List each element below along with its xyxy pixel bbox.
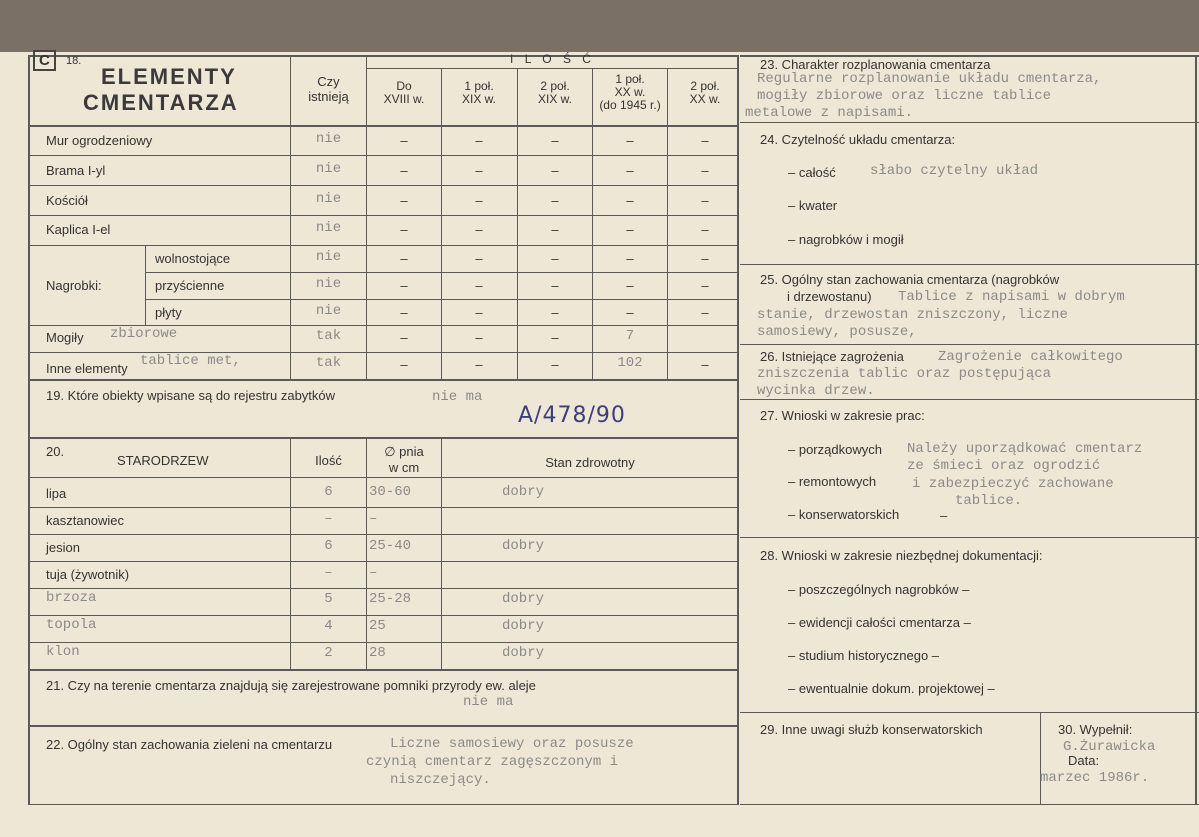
section-24-item-kwater: – kwater	[788, 198, 838, 213]
element-row-period-value: –	[475, 133, 483, 148]
period-header-1	[442, 80, 516, 106]
element-row-period-value: –	[551, 278, 559, 293]
element-row-exists: nie	[315, 276, 342, 292]
element-row-period-value: 102	[617, 355, 643, 371]
element-row-period-value: –	[400, 163, 408, 178]
section-23-typed-2: mogiły zbiorowe oraz liczne tablice	[757, 88, 1052, 104]
tree-health: dobry	[502, 484, 545, 500]
element-row-period-value: –	[551, 163, 559, 178]
register-number-handwritten: A/478/90	[518, 403, 626, 428]
element-row-period-value: –	[400, 330, 408, 345]
element-row-label: Mur ogrodzeniowy	[46, 133, 153, 148]
section-20-number: 20.	[46, 444, 65, 459]
element-row-period-value: –	[701, 133, 709, 148]
element-row-period-value: –	[701, 357, 709, 372]
element-row-extra: tablice met,	[140, 353, 241, 369]
tree-name: lipa	[46, 486, 67, 501]
tree-qty: 5	[324, 591, 333, 607]
section-18-title-line2: CMENTARZA	[83, 90, 239, 115]
date-label: Data:	[1068, 753, 1100, 768]
section-18-number: 18.	[66, 55, 82, 67]
period-header-2-l2: XIX w.	[537, 92, 572, 106]
section-23-typed-1: Regularne rozplanowanie układu cmentarza,	[757, 71, 1102, 87]
period-header-2-l1: 2 poł.	[540, 79, 570, 93]
col-diameter-line2: w cm	[388, 460, 420, 475]
scan-top-border	[0, 0, 1199, 52]
element-row-period-value: –	[475, 305, 483, 320]
element-row-period-value: –	[701, 278, 709, 293]
element-row-label: Kaplica I-el	[46, 222, 111, 237]
period-header-4-l1: 2 poł.	[690, 79, 720, 93]
element-row-exists: nie	[315, 191, 342, 207]
ilosc-header: I L O Ś Ć	[510, 52, 595, 66]
section-21-typed: nie ma	[463, 694, 514, 710]
date-value: marzec 1986r.	[1040, 770, 1150, 786]
period-header-1-l1: 1 poł.	[464, 79, 494, 93]
tree-diam: 25-28	[369, 591, 412, 607]
section-26-typed-3: wycinka drzew.	[757, 383, 875, 399]
element-row-period-value: –	[701, 193, 709, 208]
section-27-typed-4: tablice.	[955, 493, 1023, 509]
tree-qty: 6	[324, 484, 333, 500]
section-28-item-projektowej: – ewentualnie dokum. projektowej –	[788, 681, 995, 696]
period-header-0-l2: XVIII w.	[383, 92, 425, 106]
section-27-typed-1: Należy uporządkować cmentarz	[907, 441, 1143, 457]
element-row-period-value: –	[626, 193, 634, 208]
element-row-period-value: –	[475, 222, 483, 237]
element-row-label: Mogiły	[46, 330, 84, 345]
period-header-3-l1: 1 poł.	[615, 72, 645, 86]
element-row-exists: nie	[315, 220, 342, 236]
element-row-exists: tak	[315, 355, 342, 371]
period-header-0	[367, 80, 441, 106]
filled-by-name: G.Żurawicka	[1063, 739, 1156, 755]
section-23-label: 23. Charakter rozplanowania cmentarza	[760, 57, 991, 72]
period-header-4-l2: XX w.	[689, 92, 721, 106]
tree-qty: 2	[324, 645, 333, 661]
col-exists-line2: istnieją	[308, 89, 349, 104]
element-row-extra: zbiorowe	[110, 326, 178, 342]
element-row-exists: tak	[315, 328, 342, 344]
tree-diam: –	[369, 565, 378, 581]
element-row-period-value: –	[701, 222, 709, 237]
element-row-period-value: –	[475, 357, 483, 372]
element-row-period-value: –	[400, 222, 408, 237]
element-row-period-value: –	[400, 193, 408, 208]
col-exists-header	[291, 74, 366, 104]
section-27-typed-3: i zabezpieczyć zachowane	[912, 476, 1114, 492]
col-qty-header: Ilość	[315, 453, 342, 468]
element-row-period-value: –	[475, 278, 483, 293]
nagrobki-label: Nagrobki:	[46, 278, 102, 293]
element-row-exists: nie	[315, 161, 342, 177]
element-row-period-value: –	[626, 222, 634, 237]
section-27-item-porzadkowych: – porządkowych	[788, 442, 882, 457]
element-row-label: Brama I-yl	[46, 163, 106, 178]
section-22-typed-2: czynią cmentarz zagęszczonym i	[366, 754, 619, 770]
element-row-label: Kościół	[46, 193, 88, 208]
tree-name: jesion	[46, 540, 80, 555]
element-row-period-value: –	[400, 305, 408, 320]
section-27-konserw-dash: –	[940, 508, 948, 523]
element-row-period-value: –	[626, 133, 634, 148]
section-27-item-konserwatorskich: – konserwatorskich	[788, 507, 900, 522]
element-row-period-value: –	[551, 305, 559, 320]
element-row-period-value: –	[626, 305, 634, 320]
element-row-period-value: –	[701, 251, 709, 266]
element-row-label: przyścienne	[155, 278, 225, 293]
section-29-label: 29. Inne uwagi służb konserwatorskich	[760, 722, 983, 737]
section-22-label: 22. Ogólny stan zachowania zieleni na cmentarzu	[46, 737, 333, 752]
period-header-3	[593, 73, 667, 112]
section-22-typed-1: Liczne samosiewy oraz posusze	[390, 736, 634, 752]
corner-mark: C	[33, 50, 56, 71]
element-row-period-value: –	[551, 357, 559, 372]
element-row-period-value: –	[551, 133, 559, 148]
section-19-label: 19. Które obiekty wpisane są do rejestru zabytków	[46, 388, 336, 403]
col-health-header: Stan zdrowotny	[545, 455, 635, 470]
tree-diam: 25-40	[369, 538, 412, 554]
section-20-title: STARODRZEW	[117, 453, 209, 468]
tree-name: kasztanowiec	[46, 513, 125, 528]
section-24-item-calosc: – całość	[788, 165, 836, 180]
section-23-typed-3: metalowe z napisami.	[745, 105, 914, 121]
tree-qty: 6	[324, 538, 333, 554]
section-19-typed: nie ma	[432, 389, 483, 405]
section-18-title-line1: ELEMENTY	[101, 64, 237, 89]
element-row-period-value: –	[701, 163, 709, 178]
element-row-period-value: –	[551, 251, 559, 266]
period-header-2	[518, 80, 592, 106]
period-header-3-l3: (do 1945 r.)	[599, 98, 661, 112]
element-row-period-value: –	[701, 305, 709, 320]
element-row-exists: nie	[315, 131, 342, 147]
element-row-label: Inne elementy	[46, 361, 128, 376]
tree-qty: 4	[324, 618, 333, 634]
tree-health: dobry	[502, 618, 545, 634]
period-header-1-l2: XIX w.	[461, 92, 496, 106]
period-header-4	[668, 80, 742, 106]
col-exists-line1: Czy	[317, 74, 340, 89]
section-28-item-ewidencji: – ewidencji całości cmentarza –	[788, 615, 971, 630]
section-24-item-nagrobkow: – nagrobków i mogił	[788, 232, 904, 247]
element-row-period-value: –	[400, 357, 408, 372]
element-row-period-value: –	[551, 330, 559, 345]
element-row-period-value: –	[475, 193, 483, 208]
section-25-label-1: 25. Ogólny stan zachowania cmentarza (nagrobków	[760, 272, 1060, 287]
element-row-period-value: –	[475, 330, 483, 345]
tree-diam: –	[369, 511, 378, 527]
element-row-period-value: –	[626, 278, 634, 293]
tree-health: dobry	[502, 538, 545, 554]
section-27-item-remontowych: – remontowych	[788, 474, 877, 489]
tree-name: topola	[46, 617, 97, 633]
element-row-period-value: –	[400, 278, 408, 293]
element-row-label: wolnostojące	[155, 251, 231, 266]
element-row-label: płyty	[155, 305, 182, 320]
tree-name: tuja (żywotnik)	[46, 567, 130, 582]
element-row-period-value: –	[475, 163, 483, 178]
element-row-period-value: 7	[625, 328, 635, 344]
element-row-period-value: –	[626, 251, 634, 266]
section-28-item-studium: – studium historycznego –	[788, 648, 940, 663]
section-25-typed-2: stanie, drzewostan zniszczony, liczne	[757, 307, 1068, 323]
tree-name: brzoza	[46, 590, 97, 606]
section-25-typed-3: samosiewy, posusze,	[757, 324, 917, 340]
tree-diam: 25	[369, 618, 386, 634]
section-26-label: 26. Istniejące zagrożenia	[760, 349, 904, 364]
tree-health: dobry	[502, 591, 545, 607]
tree-qty: –	[324, 511, 333, 527]
col-diameter-header	[367, 444, 441, 475]
element-row-period-value: –	[551, 222, 559, 237]
section-27-label: 27. Wnioski w zakresie prac:	[760, 408, 925, 423]
section-27-typed-2: ze śmieci oraz ogrodzić	[907, 458, 1101, 474]
tree-health: dobry	[502, 645, 545, 661]
col-diameter-line1: ∅ pnia	[384, 444, 424, 459]
section-26-typed-2: zniszczenia tablic oraz postępująca	[757, 366, 1052, 382]
section-30-label: 30. Wypełnił:	[1058, 722, 1133, 737]
section-24-typed: słabo czytelny układ	[870, 163, 1039, 179]
tree-diam: 30-60	[369, 484, 412, 500]
element-row-period-value: –	[475, 251, 483, 266]
section-24-label: 24. Czytelność układu cmentarza:	[760, 132, 956, 147]
section-26-typed-1: Zagrożenie całkowitego	[938, 349, 1123, 365]
element-row-period-value: –	[400, 133, 408, 148]
section-22-typed-3: niszczejący.	[390, 772, 491, 788]
tree-diam: 28	[369, 645, 386, 661]
element-row-exists: nie	[315, 303, 342, 319]
form-sheet	[0, 52, 1199, 837]
tree-qty: –	[324, 565, 333, 581]
element-row-exists: nie	[315, 249, 342, 265]
section-28-label: 28. Wnioski w zakresie niezbędnej dokumentacji:	[760, 548, 1043, 563]
period-header-3-l2: XX w.	[614, 85, 646, 99]
element-row-period-value: –	[551, 193, 559, 208]
element-row-period-value: –	[626, 163, 634, 178]
tree-name: klon	[46, 644, 80, 660]
section-25-label-2: i drzewostanu)	[787, 289, 872, 304]
section-21-label: 21. Czy na terenie cmentarza znajdują się zarejestrowane pomniki przyrody ew. aleje	[46, 678, 536, 693]
section-28-item-nagrobkow: – poszczególnych nagrobków –	[788, 582, 970, 597]
period-header-0-l1: Do	[396, 79, 412, 93]
section-25-typed-1: Tablice z napisami w dobrym	[898, 289, 1125, 305]
element-row-period-value: –	[400, 251, 408, 266]
